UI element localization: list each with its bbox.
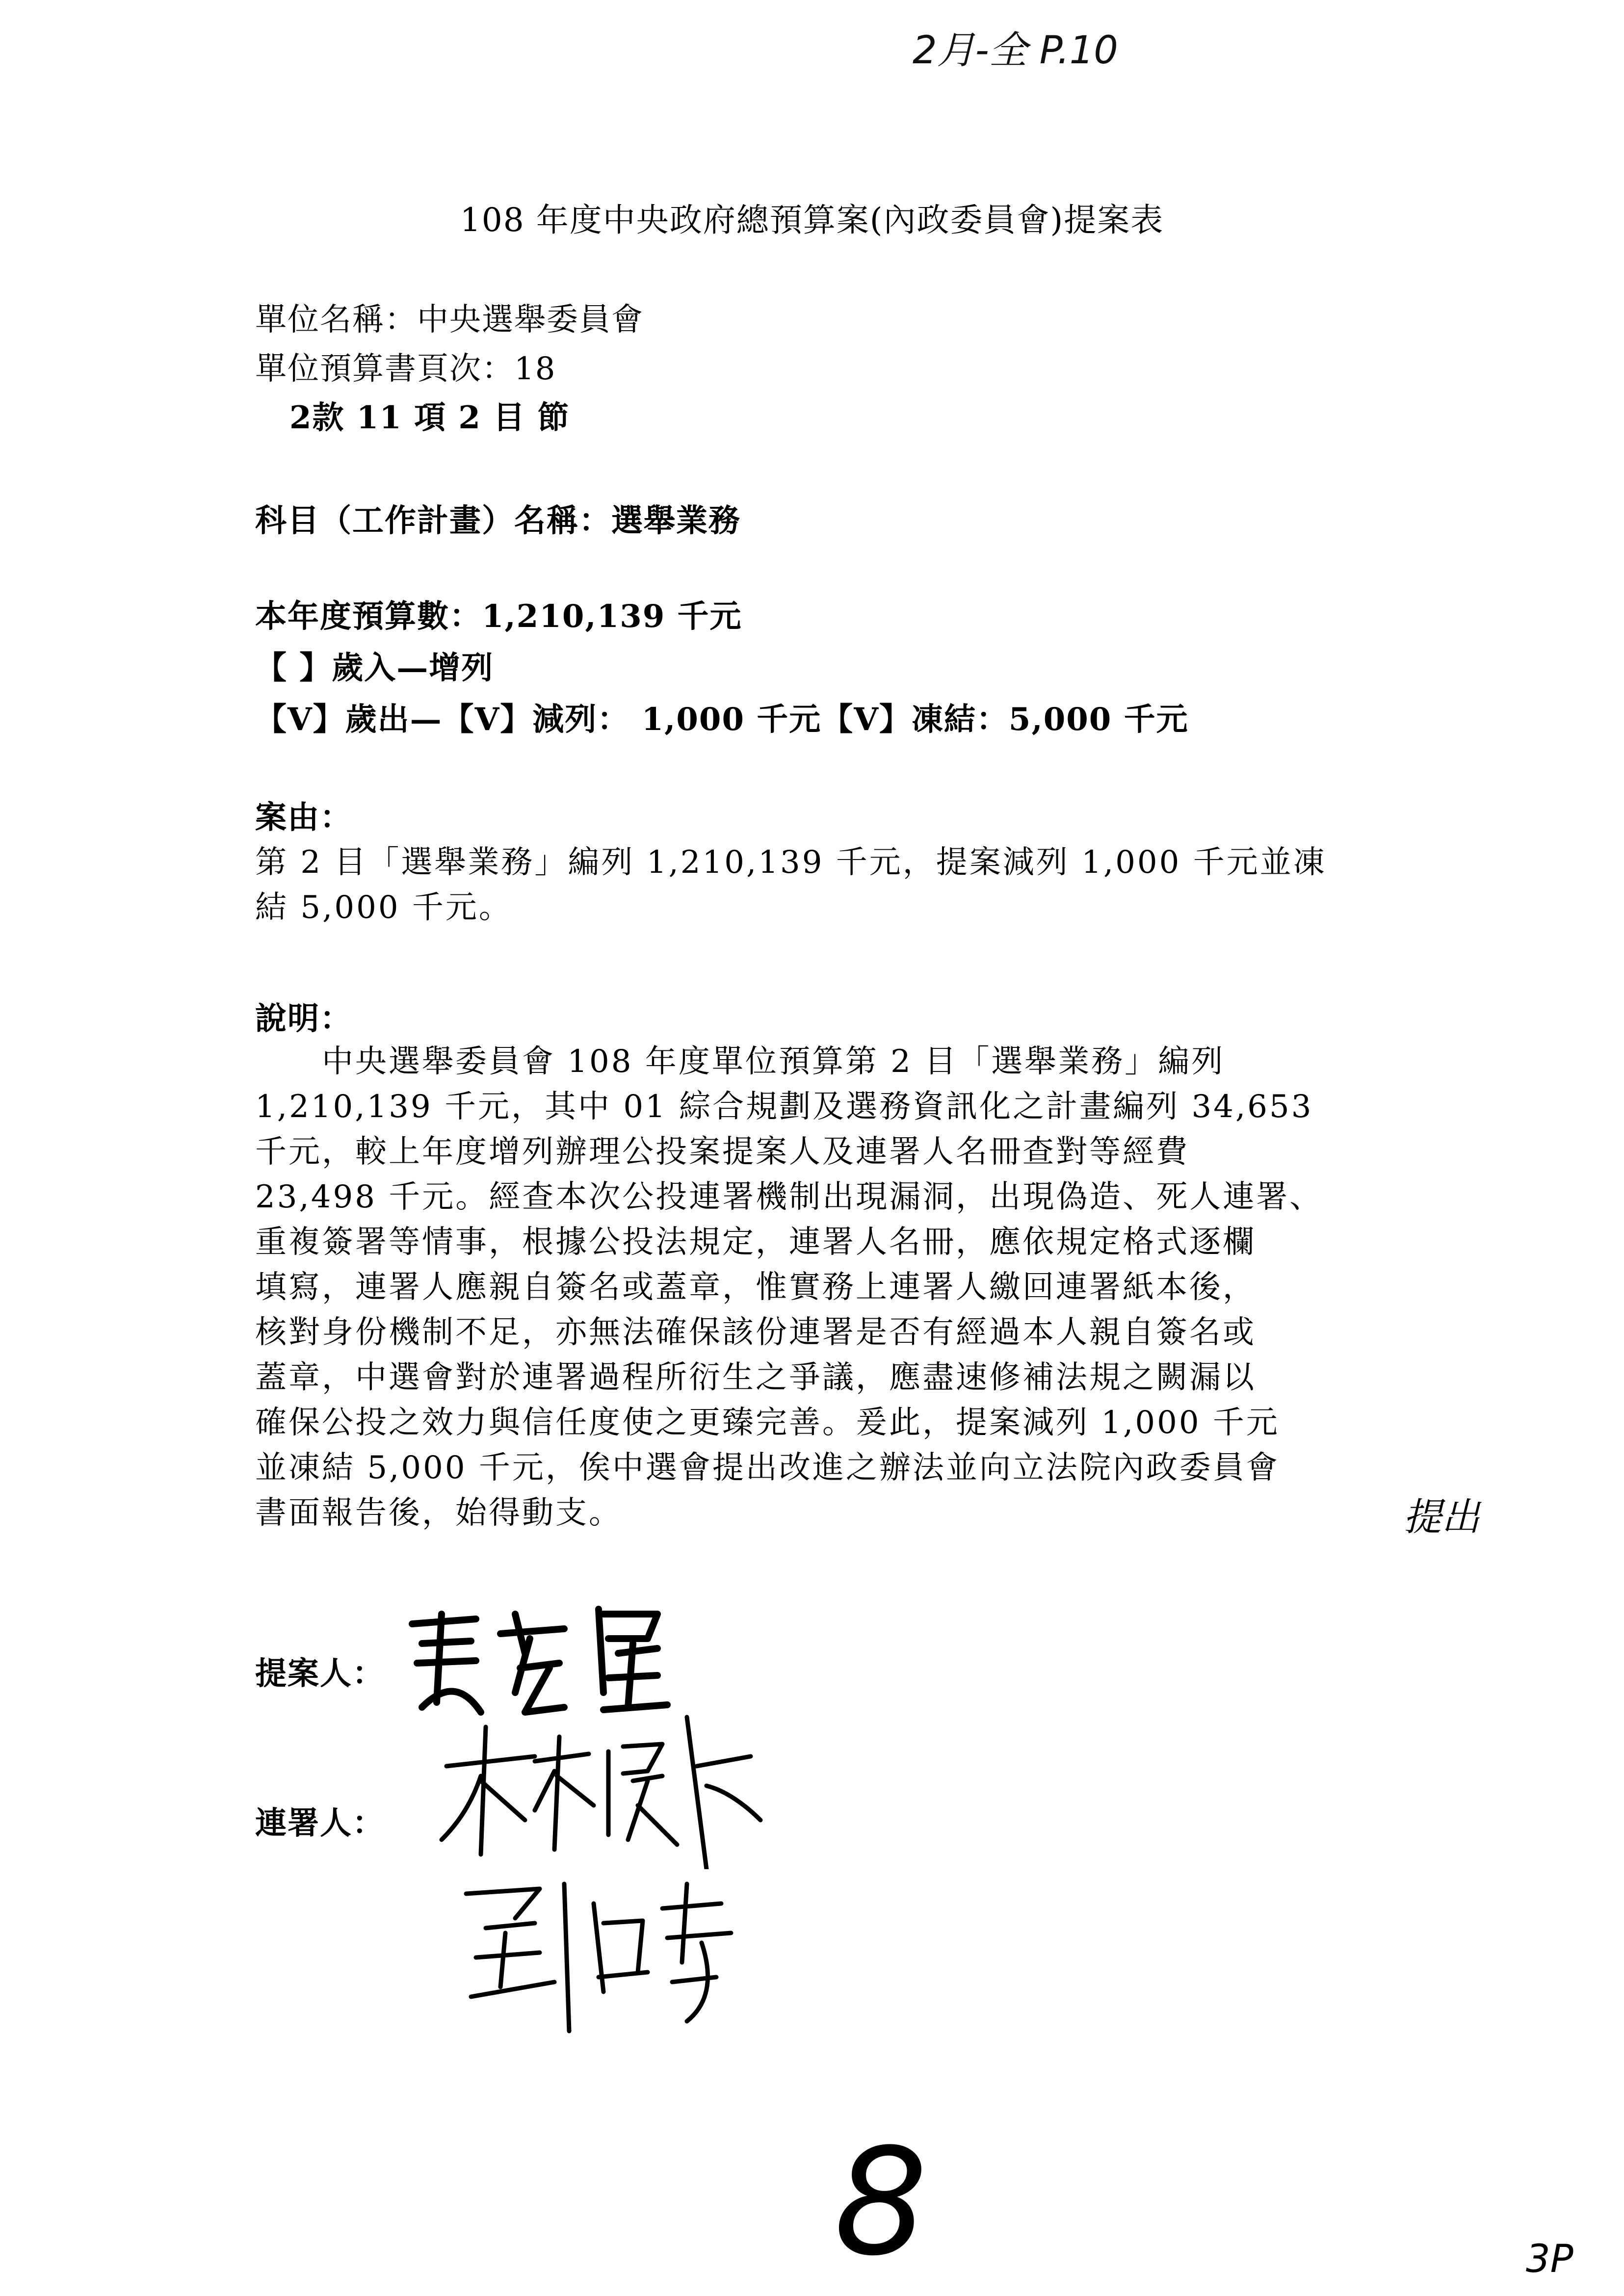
handwritten-insertion: 提出 xyxy=(1403,1495,1480,1539)
proposer-signature xyxy=(402,1594,677,1722)
explanation-heading: 說明： xyxy=(255,1000,352,1037)
reason-line: 第 2 目「選舉業務」編列 1,210,139 千元，提案減列 1,000 千元並凍 xyxy=(255,844,1327,881)
explanation-line: 蓋章，中選會對於連署過程所衍生之爭議，應盡速修補法規之闕漏以 xyxy=(255,1359,1256,1396)
reason-body xyxy=(255,840,1327,930)
reason-heading: 案由： xyxy=(255,799,352,836)
explanation-body xyxy=(255,1039,1323,1536)
explanation-line: 1,210,139 千元，其中 01 綜合規劃及選務資訊化之計畫編列 34,653 xyxy=(255,1089,1313,1125)
cosigner-signature-1 xyxy=(432,1707,765,1869)
unit-budget-page: 單位預算書頁次：18 xyxy=(255,351,556,387)
unit-name: 單位名稱：中央選舉委員會 xyxy=(255,302,644,338)
revenue-option: 【 】歲入—增列 xyxy=(255,650,494,686)
proposer-label: 提案人： xyxy=(255,1655,385,1692)
explanation-line: 並凍結 5,000 千元，俟中選會提出改進之辦法並向立法院內政委員會 xyxy=(255,1450,1280,1486)
explanation-line: 確保公投之效力與信任度使之更臻完善。爰此，提案減列 1,000 千元 xyxy=(255,1405,1280,1441)
budget-section: 2款 11 項 2 目 節 xyxy=(289,399,570,436)
explanation-line: 千元，較上年度增列辦理公投案提案人及連署人名冊查對等經費 xyxy=(255,1134,1189,1170)
explanation-line: 書面報告後，始得動支。 xyxy=(255,1495,622,1531)
explanation-line: 23,498 千元。經查本次公投連署機制出現漏洞，出現偽造、死人連署、 xyxy=(255,1179,1323,1215)
top-handwritten-note: 2月-全 P.10 xyxy=(913,28,1118,73)
subject-name: 科目（工作計畫）名稱：選舉業務 xyxy=(255,502,741,539)
corner-page-count: 3P xyxy=(1526,2237,1573,2281)
reason-line: 結 5,000 千元。 xyxy=(255,889,512,926)
explanation-line: 中央選舉委員會 108 年度單位預算第 2 目「選舉業務」編列 xyxy=(255,1044,1225,1080)
cosigner-signature-2 xyxy=(456,1874,741,2036)
handwritten-page-mark: 8 xyxy=(834,2117,928,2288)
budget-amount: 本年度預算數：1,210,139 千元 xyxy=(255,598,742,635)
explanation-line: 填寫，連署人應親自簽名或蓋章，惟實務上連署人繳回連署紙本後， xyxy=(255,1269,1256,1305)
explanation-line: 重複簽署等情事，根據公投法規定，連署人名冊，應依規定格式逐欄 xyxy=(255,1224,1256,1260)
document-title: 108 年度中央政府總預算案(內政委員會)提案表 xyxy=(460,201,1164,239)
explanation-line: 核對身份機制不足，亦無法確保該份連署是否有經過本人親自簽名或 xyxy=(255,1314,1256,1351)
cosigner-label: 連署人： xyxy=(255,1805,385,1842)
expenditure-option: 【V】歲出—【V】減列： 1,000 千元【V】凍結：5,000 千元 xyxy=(255,701,1189,738)
